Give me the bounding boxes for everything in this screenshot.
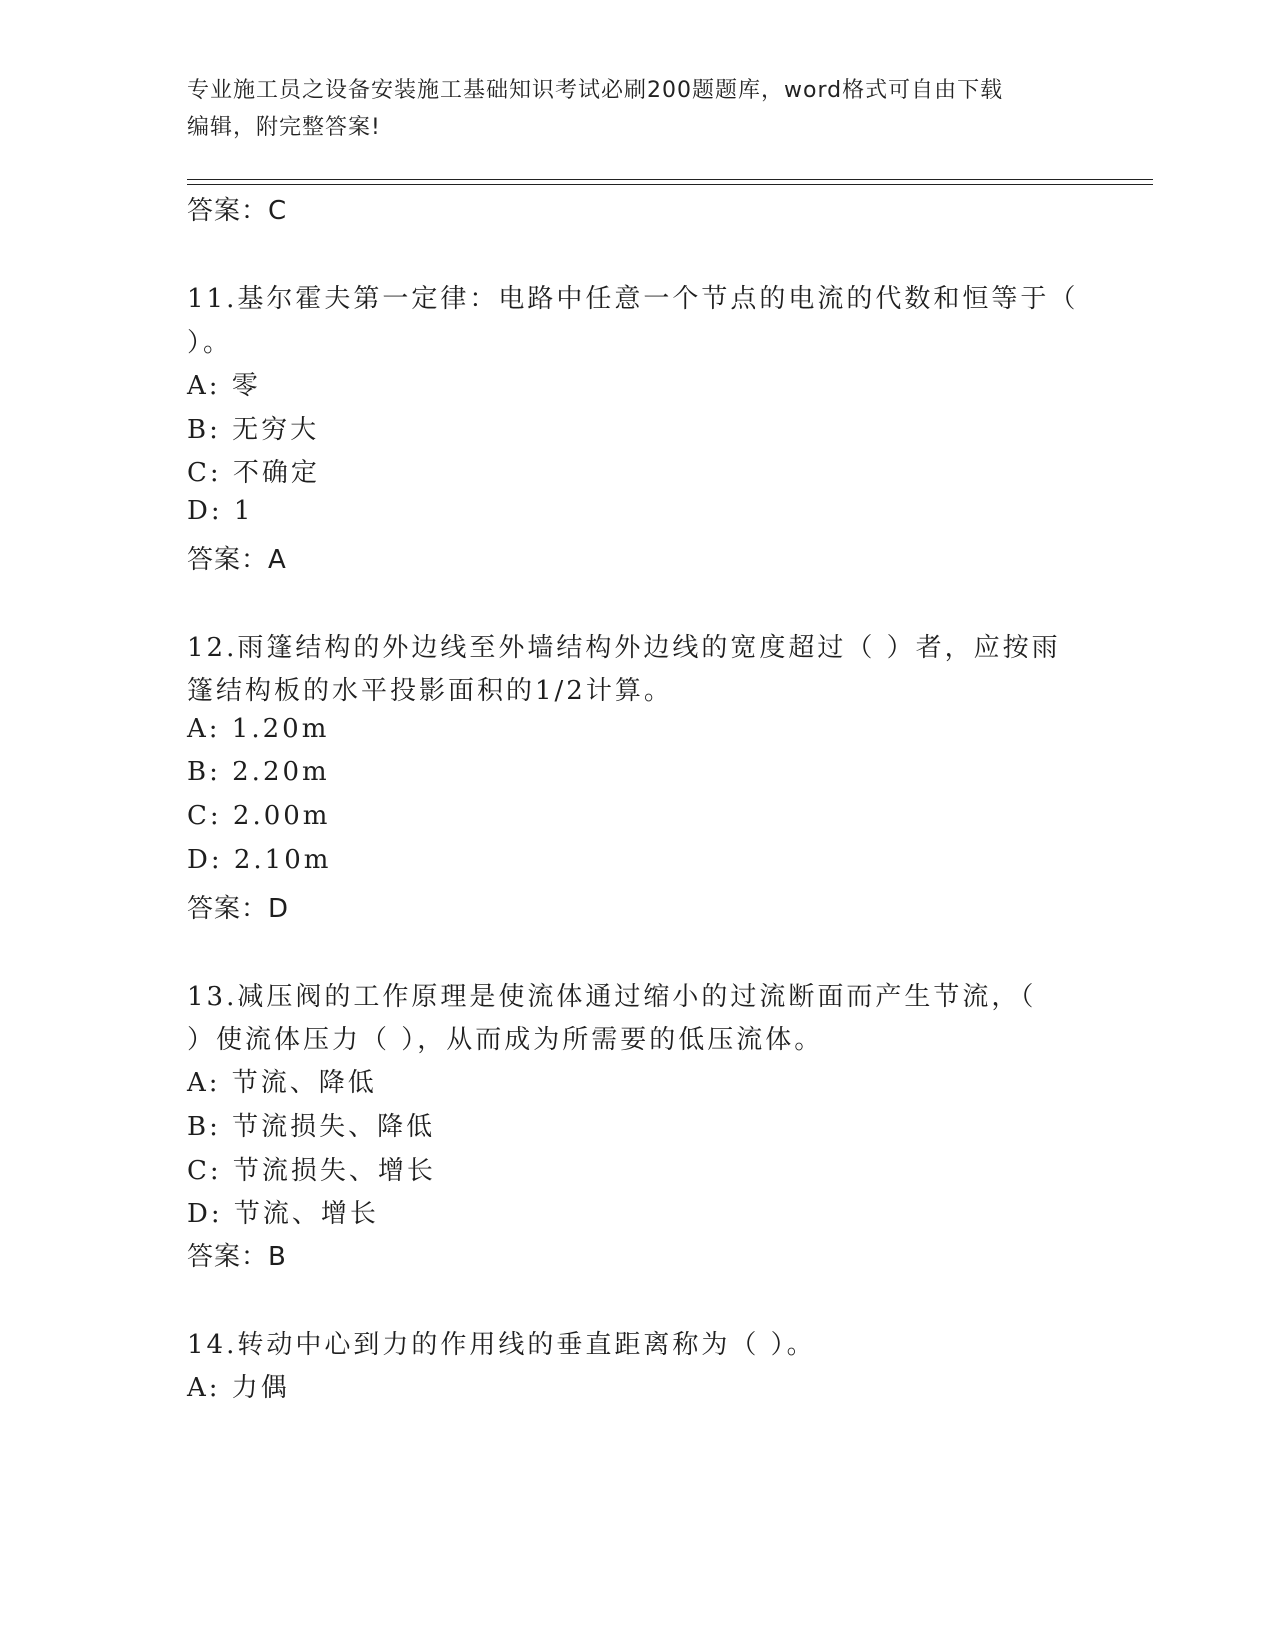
question-12-text-line-1: 12.雨篷结构的外边线至外墙结构外边线的宽度超过（ ）者，应按雨 (187, 633, 1061, 663)
question-13-option-c: C: 节流损失、增长 (187, 1156, 436, 1186)
header-divider-top (187, 179, 1153, 180)
question-12-option-d: D: 2.10m (187, 845, 332, 875)
question-14-option-a: A: 力偶 (187, 1373, 290, 1403)
question-11-text-line-2: ）。 (187, 328, 233, 358)
question-13-option-a: A: 节流、降低 (187, 1068, 377, 1098)
question-13-text-line-1: 13.减压阀的工作原理是使流体通过缩小的过流断面而产生节流，（ (187, 982, 1037, 1012)
question-14-text-line-1: 14.转动中心到力的作用线的垂直距离称为（ ）。 (187, 1330, 816, 1360)
answer-q12: 答案：D (187, 894, 290, 924)
question-13-option-d: D: 节流、增长 (187, 1199, 379, 1229)
question-12-option-a: A: 1.20m (187, 714, 330, 744)
question-13-text-line-2: ）使流体压力（ ），从而成为所需要的低压流体。 (187, 1025, 824, 1055)
question-12-option-b: B: 2.20m (187, 757, 330, 787)
question-12-text-line-2: 篷结构板的水平投影面积的1/2计算。 (187, 676, 673, 706)
question-11-option-c: C: 不确定 (187, 458, 320, 488)
question-11-option-d: D: 1 (187, 496, 254, 526)
header-line-1: 专业施工员之设备安装施工基础知识考试必刷200题题库，word格式可自由下载 (187, 78, 1004, 103)
question-11-option-b: B: 无穷大 (187, 415, 320, 445)
header-divider-bottom (187, 184, 1153, 185)
question-12-option-c: C: 2.00m (187, 801, 331, 831)
answer-q13: 答案：B (187, 1242, 287, 1272)
document-header (187, 72, 1087, 146)
header-line-2: 编辑，附完整答案! (187, 115, 381, 140)
answer-q11: 答案：A (187, 545, 287, 575)
question-11-text-line-1: 11.基尔霍夫第一定律：电路中任意一个节点的电流的代数和恒等于（ (187, 284, 1079, 314)
question-13-option-b: B: 节流损失、降低 (187, 1112, 436, 1142)
answer-q10: 答案：C (187, 196, 288, 226)
question-11-option-a: A: 零 (187, 371, 261, 401)
